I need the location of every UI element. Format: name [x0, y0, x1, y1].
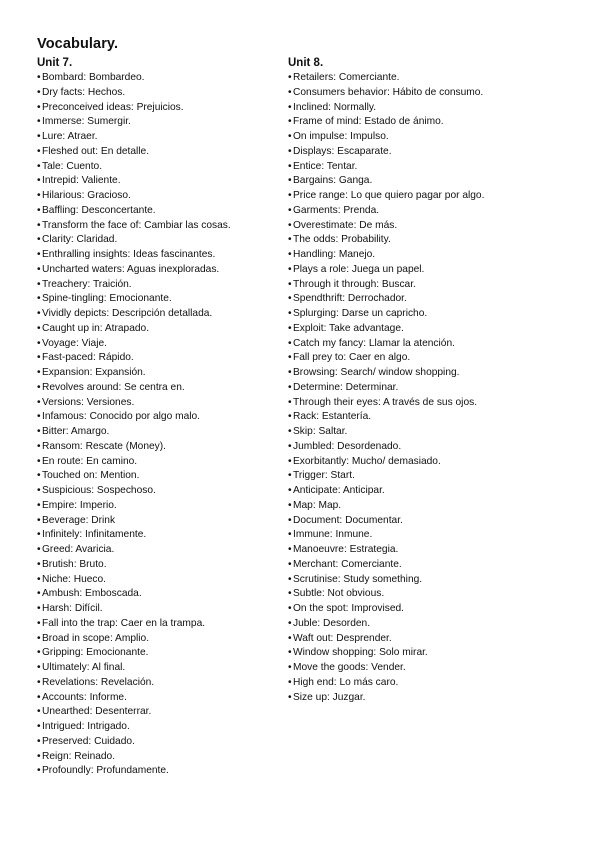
- vocab-item: [37, 307, 282, 322]
- bullet-icon: •: [37, 721, 41, 732]
- bullet-icon: •: [37, 219, 41, 231]
- unit-8-vocab-list: [288, 71, 588, 705]
- bullet-icon: •: [288, 573, 292, 585]
- bullet-icon: •: [37, 411, 41, 423]
- vocab-item: [288, 174, 588, 189]
- vocab-item: [288, 71, 588, 86]
- vocab-item: [37, 115, 282, 130]
- vocab-item: [37, 248, 282, 263]
- vocab-item: [37, 263, 282, 278]
- bullet-icon: •: [37, 337, 41, 349]
- bullet-icon: •: [288, 131, 292, 142]
- vocab-item: [37, 396, 282, 411]
- vocab-item: [288, 189, 588, 204]
- vocab-item-text: Spendthrift: Derrochador.: [293, 293, 407, 305]
- vocab-item: [37, 101, 282, 116]
- vocab-item: [37, 292, 282, 307]
- bullet-icon: •: [37, 175, 41, 187]
- bullet-icon: •: [37, 426, 41, 437]
- bullet-icon: •: [37, 662, 41, 673]
- vocab-item: [288, 573, 588, 588]
- vocab-item-text: Catch my fancy: Llamar la atención.: [293, 337, 455, 349]
- vocab-item-text: Overestimate: De más.: [293, 219, 398, 231]
- bullet-icon: •: [37, 86, 41, 98]
- vocab-item-text: Bitter: Amargo.: [42, 426, 110, 437]
- vocab-item: [37, 720, 282, 735]
- vocab-item: [288, 558, 588, 573]
- bullet-icon: •: [37, 750, 41, 762]
- vocab-item-text: Handling: Manejo.: [293, 249, 376, 260]
- vocab-item-text: Splurging: Darse un capricho.: [293, 308, 428, 319]
- vocab-item: [37, 86, 282, 101]
- bullet-icon: •: [37, 765, 41, 777]
- vocab-item-text: Hilarious: Gracioso.: [42, 190, 131, 201]
- vocab-item: [37, 322, 282, 337]
- vocab-item: [37, 145, 282, 160]
- bullet-icon: •: [288, 558, 292, 570]
- bullet-icon: •: [288, 367, 292, 378]
- vocab-item-text: Window shopping: Solo mirar.: [293, 647, 428, 659]
- bullet-icon: •: [288, 175, 292, 187]
- vocab-item: [37, 71, 282, 86]
- vocab-item: [288, 292, 588, 307]
- vocab-item: [37, 410, 282, 425]
- vocab-item: [288, 691, 588, 706]
- vocab-item-text: Accounts: Informe.: [42, 691, 127, 703]
- vocab-item: [37, 189, 282, 204]
- bullet-icon: •: [288, 322, 292, 334]
- vocab-item: [288, 145, 588, 160]
- bullet-icon: •: [37, 190, 41, 201]
- vocab-item: [288, 130, 588, 145]
- bullet-icon: •: [37, 234, 41, 246]
- vocab-item-text: Empire: Imperio.: [42, 499, 117, 511]
- vocab-item-text: Ambush: Emboscada.: [42, 588, 142, 600]
- vocab-item: [288, 528, 588, 543]
- bullet-icon: •: [288, 440, 292, 452]
- vocab-item-text: Trigger: Start.: [293, 470, 355, 482]
- vocab-item-text: Juble: Desorden.: [293, 617, 371, 629]
- vocab-item-text: Fall into the trap: Caer en la trampa.: [42, 617, 206, 629]
- bullet-icon: •: [288, 381, 292, 393]
- bullet-icon: •: [37, 204, 41, 216]
- vocab-item-text: Suspicious: Sospechoso.: [42, 485, 156, 496]
- bullet-icon: •: [37, 706, 41, 718]
- vocab-item: [37, 455, 282, 470]
- vocab-item-text: Determine: Determinar.: [293, 381, 399, 393]
- bullet-icon: •: [288, 86, 292, 98]
- unit-8-column: [288, 55, 588, 705]
- vocab-item-text: Preserved: Cuidado.: [42, 735, 135, 747]
- bullet-icon: •: [37, 322, 41, 334]
- vocab-item-text: Reign: Reinado.: [42, 750, 116, 762]
- vocab-item-text: Immune: Inmune.: [293, 529, 373, 541]
- vocab-item-text: Ultimately: Al final.: [42, 662, 126, 673]
- vocab-item-text: Price range: Lo que quiero pagar por algo.: [293, 190, 485, 201]
- vocab-item-text: Ransom: Rescate (Money).: [42, 440, 166, 452]
- vocab-item: [37, 425, 282, 440]
- bullet-icon: •: [288, 219, 292, 231]
- bullet-icon: •: [37, 293, 41, 305]
- vocab-item-text: Fleshed out: En detalle.: [42, 145, 150, 157]
- bullet-icon: •: [288, 603, 292, 614]
- bullet-icon: •: [288, 470, 292, 482]
- bullet-icon: •: [37, 367, 41, 378]
- vocab-item-text: Dry facts: Hechos.: [42, 86, 126, 98]
- vocab-item: [288, 204, 588, 219]
- vocab-item: [37, 632, 282, 647]
- bullet-icon: •: [288, 514, 292, 526]
- vocab-item-text: Revolves around: Se centra en.: [42, 381, 185, 393]
- vocab-item-text: Revelations: Revelación.: [42, 676, 155, 688]
- vocab-item: [288, 86, 588, 101]
- bullet-icon: •: [288, 101, 292, 113]
- vocab-item-text: Jumbled: Desordenado.: [293, 440, 402, 452]
- vocab-item: [37, 174, 282, 189]
- vocab-item-text: Tale: Cuento.: [42, 160, 103, 172]
- vocab-item: [288, 514, 588, 529]
- bullet-icon: •: [37, 72, 41, 83]
- bullet-icon: •: [288, 647, 292, 659]
- vocab-item-text: Displays: Escaparate.: [293, 145, 392, 157]
- vocab-item: [37, 764, 282, 779]
- vocab-item-text: Plays a role: Juega un papel.: [293, 263, 425, 275]
- vocab-item-text: Lure: Atraer.: [42, 131, 98, 142]
- vocab-item: [37, 130, 282, 145]
- vocab-item-text: Intrigued: Intrigado.: [42, 721, 130, 732]
- bullet-icon: •: [37, 632, 41, 644]
- bullet-icon: •: [37, 499, 41, 511]
- vocab-item: [37, 233, 282, 248]
- vocab-item: [37, 366, 282, 381]
- bullet-icon: •: [288, 485, 292, 496]
- vocab-item: [288, 440, 588, 455]
- vocab-item-text: Transform the face of: Cambiar las cosas.: [42, 219, 231, 231]
- vocab-item-text: Size up: Juzgar.: [293, 691, 366, 703]
- bullet-icon: •: [37, 116, 41, 128]
- vocab-item-text: Harsh: Difícil.: [42, 603, 103, 614]
- bullet-icon: •: [288, 529, 292, 541]
- vocab-item-text: Intrepid: Valiente.: [42, 175, 121, 187]
- vocab-item: [288, 351, 588, 366]
- vocab-item-text: Treachery: Traición.: [42, 278, 132, 290]
- vocab-item-text: Bargains: Ganga.: [293, 175, 373, 187]
- bullet-icon: •: [288, 396, 292, 408]
- bullet-icon: •: [37, 529, 41, 541]
- bullet-icon: •: [288, 662, 292, 673]
- vocab-item-text: En route: En camino.: [42, 455, 138, 467]
- vocab-item: [288, 617, 588, 632]
- vocab-item-text: Browsing: Search/ window shopping.: [293, 367, 460, 378]
- vocab-item: [288, 366, 588, 381]
- unit-7-column: [37, 55, 282, 779]
- vocab-item-text: Immerse: Sumergir.: [42, 116, 131, 128]
- bullet-icon: •: [37, 145, 41, 157]
- vocab-item-text: Exorbitantly: Mucho/ demasiado.: [293, 455, 441, 467]
- vocab-item: [288, 219, 588, 234]
- vocab-item-text: Clarity: Claridad.: [42, 234, 118, 246]
- vocab-item-text: Unearthed: Desenterrar.: [42, 706, 152, 718]
- vocab-item-text: Through their eyes: A través de sus ojos.: [293, 396, 478, 408]
- vocab-item-text: Anticipate: Anticipar.: [293, 485, 385, 496]
- bullet-icon: •: [288, 337, 292, 349]
- bullet-icon: •: [288, 455, 292, 467]
- unit-7-vocab-list: [37, 71, 282, 779]
- vocab-item: [37, 573, 282, 588]
- vocab-item-text: Move the goods: Vender.: [293, 662, 406, 673]
- bullet-icon: •: [37, 485, 41, 496]
- bullet-icon: •: [37, 514, 41, 526]
- bullet-icon: •: [37, 735, 41, 747]
- vocab-item: [288, 469, 588, 484]
- bullet-icon: •: [288, 411, 292, 423]
- vocab-item: [288, 410, 588, 425]
- bullet-icon: •: [37, 647, 41, 659]
- vocab-item-text: On impulse: Impulso.: [293, 131, 389, 142]
- vocab-item: [37, 602, 282, 617]
- vocab-item-text: Exploit: Take advantage.: [293, 322, 404, 334]
- bullet-icon: •: [288, 263, 292, 275]
- vocab-item-text: Consumers behavior: Hábito de consumo.: [293, 86, 484, 98]
- vocab-item-text: Infinitely: Infinitamente.: [42, 529, 147, 541]
- bullet-icon: •: [37, 573, 41, 585]
- vocab-item: [37, 160, 282, 175]
- vocab-item: [288, 160, 588, 175]
- bullet-icon: •: [37, 676, 41, 688]
- vocab-item: [288, 101, 588, 116]
- bullet-icon: •: [37, 396, 41, 408]
- bullet-icon: •: [37, 470, 41, 482]
- vocab-item-text: Spine-tingling: Emocionante.: [42, 293, 172, 305]
- vocab-item: [37, 750, 282, 765]
- vocab-item: [288, 676, 588, 691]
- vocab-item: [37, 219, 282, 234]
- vocab-item-text: Niche: Hueco.: [42, 573, 106, 585]
- bullet-icon: •: [37, 544, 41, 555]
- vocab-item-text: Greed: Avaricia.: [42, 544, 115, 555]
- vocab-item-text: Baffling: Desconcertante.: [42, 204, 156, 216]
- bullet-icon: •: [37, 308, 41, 319]
- vocab-item: [37, 278, 282, 293]
- vocab-item: [37, 661, 282, 676]
- vocab-item: [288, 396, 588, 411]
- vocab-item: [288, 115, 588, 130]
- bullet-icon: •: [288, 160, 292, 172]
- vocab-item: [37, 484, 282, 499]
- bullet-icon: •: [288, 426, 292, 437]
- vocab-item-text: Rack: Estantería.: [293, 411, 372, 423]
- bullet-icon: •: [288, 145, 292, 157]
- vocab-item-text: Brutish: Bruto.: [42, 558, 107, 570]
- vocab-item-text: Enthralling insights: Ideas fascinantes.: [42, 249, 216, 260]
- vocab-item: [288, 543, 588, 558]
- bullet-icon: •: [37, 352, 41, 364]
- vocab-item: [288, 484, 588, 499]
- vocab-item: [288, 499, 588, 514]
- vocab-item-text: Uncharted waters: Aguas inexploradas.: [42, 263, 220, 275]
- vocab-item-text: Touched on: Mention.: [42, 470, 140, 482]
- vocab-item-text: Vividly depicts: Descripción detallada.: [42, 308, 213, 319]
- vocab-item-text: Fall prey to: Caer en algo.: [293, 352, 411, 364]
- vocab-item: [37, 469, 282, 484]
- vocab-item: [37, 705, 282, 720]
- bullet-icon: •: [37, 278, 41, 290]
- vocab-item-text: Garments: Prenda.: [293, 204, 380, 216]
- vocab-item-text: Caught up in: Atrapado.: [42, 322, 150, 334]
- vocab-item: [288, 455, 588, 470]
- vocab-item: [288, 632, 588, 647]
- vocab-item-text: Subtle: Not obvious.: [293, 588, 385, 600]
- vocab-item: [288, 602, 588, 617]
- bullet-icon: •: [37, 381, 41, 393]
- bullet-icon: •: [37, 603, 41, 614]
- bullet-icon: •: [37, 160, 41, 172]
- bullet-icon: •: [288, 116, 292, 128]
- bullet-icon: •: [288, 190, 292, 201]
- bullet-icon: •: [37, 101, 41, 113]
- vocab-item: [288, 661, 588, 676]
- vocab-item: [37, 351, 282, 366]
- bullet-icon: •: [37, 131, 41, 142]
- page-title: Vocabulary.: [37, 36, 119, 52]
- vocab-item-text: Waft out: Desprender.: [293, 632, 392, 644]
- vocab-item-text: High end: Lo más caro.: [293, 676, 399, 688]
- bullet-icon: •: [288, 499, 292, 511]
- vocab-item-text: Document: Documentar.: [293, 514, 403, 526]
- vocab-item-text: Inclined: Normally.: [293, 101, 377, 113]
- vocab-item: [37, 646, 282, 661]
- bullet-icon: •: [288, 308, 292, 319]
- vocab-item: [37, 587, 282, 602]
- bullet-icon: •: [288, 204, 292, 216]
- vocab-item-text: Profoundly: Profundamente.: [42, 765, 169, 777]
- bullet-icon: •: [288, 293, 292, 305]
- vocab-item-text: Through it through: Buscar.: [293, 278, 416, 290]
- vocab-item-text: Preconceived ideas: Prejuicios.: [42, 101, 184, 113]
- vocab-item-text: Skip: Saltar.: [293, 426, 348, 437]
- bullet-icon: •: [288, 278, 292, 290]
- bullet-icon: •: [288, 588, 292, 600]
- bullet-icon: •: [288, 676, 292, 688]
- vocab-item-text: Gripping: Emocionante.: [42, 647, 149, 659]
- vocab-item-text: Infamous: Conocido por algo malo.: [42, 411, 200, 423]
- bullet-icon: •: [288, 544, 292, 555]
- vocab-item: [37, 337, 282, 352]
- vocab-item: [37, 381, 282, 396]
- vocab-item-text: Beverage: Drink: [42, 514, 116, 526]
- vocab-item: [288, 425, 588, 440]
- vocab-item: [288, 322, 588, 337]
- vocab-item: [37, 440, 282, 455]
- vocab-item: [37, 676, 282, 691]
- vocab-item: [37, 499, 282, 514]
- bullet-icon: •: [288, 632, 292, 644]
- vocab-item: [288, 278, 588, 293]
- vocab-item-text: Entice: Tentar.: [293, 160, 358, 172]
- bullet-icon: •: [37, 440, 41, 452]
- vocab-item: [37, 617, 282, 632]
- vocab-item-text: Voyage: Viaje.: [42, 337, 107, 349]
- vocab-item: [288, 233, 588, 248]
- vocab-item: [37, 514, 282, 529]
- vocab-item-text: Versions: Versiones.: [42, 396, 135, 408]
- vocab-item: [37, 528, 282, 543]
- bullet-icon: •: [37, 249, 41, 260]
- vocab-item: [288, 381, 588, 396]
- vocab-item-text: Broad in scope: Amplio.: [42, 632, 150, 644]
- unit-7-heading: Unit 7.: [37, 57, 73, 69]
- bullet-icon: •: [37, 588, 41, 600]
- vocab-item: [37, 543, 282, 558]
- bullet-icon: •: [37, 617, 41, 629]
- bullet-icon: •: [288, 249, 292, 260]
- vocab-item-text: Expansion: Expansión.: [42, 367, 146, 378]
- bullet-icon: •: [37, 691, 41, 703]
- vocab-item-text: The odds: Probability.: [293, 234, 391, 246]
- vocab-item: [37, 204, 282, 219]
- bullet-icon: •: [37, 558, 41, 570]
- bullet-icon: •: [288, 691, 292, 703]
- vocab-item: [37, 735, 282, 750]
- bullet-icon: •: [288, 72, 292, 83]
- vocab-item: [288, 646, 588, 661]
- bullet-icon: •: [288, 234, 292, 246]
- unit-8-heading: Unit 8.: [288, 57, 324, 69]
- vocab-item-text: Fast-paced: Rápido.: [42, 352, 134, 364]
- vocab-item-text: Merchant: Comerciante.: [293, 558, 402, 570]
- bullet-icon: •: [288, 352, 292, 364]
- vocab-item: [288, 337, 588, 352]
- vocab-item-text: Frame of mind: Estado de ánimo.: [293, 116, 444, 128]
- vocab-item: [37, 558, 282, 573]
- vocab-item-text: Scrutinise: Study something.: [293, 573, 423, 585]
- vocab-item: [288, 587, 588, 602]
- vocab-item: [288, 307, 588, 322]
- vocab-item-text: Map: Map.: [293, 499, 342, 511]
- vocab-item: [37, 691, 282, 706]
- vocab-item-text: Retailers: Comerciante.: [293, 72, 400, 83]
- vocab-item: [288, 263, 588, 278]
- vocab-item-text: On the spot: Improvised.: [293, 603, 404, 614]
- bullet-icon: •: [37, 263, 41, 275]
- vocab-item: [288, 248, 588, 263]
- bullet-icon: •: [37, 455, 41, 467]
- bullet-icon: •: [288, 617, 292, 629]
- vocab-item-text: Manoeuvre: Estrategia.: [293, 544, 399, 555]
- vocab-item-text: Bombard: Bombardeo.: [42, 72, 145, 83]
